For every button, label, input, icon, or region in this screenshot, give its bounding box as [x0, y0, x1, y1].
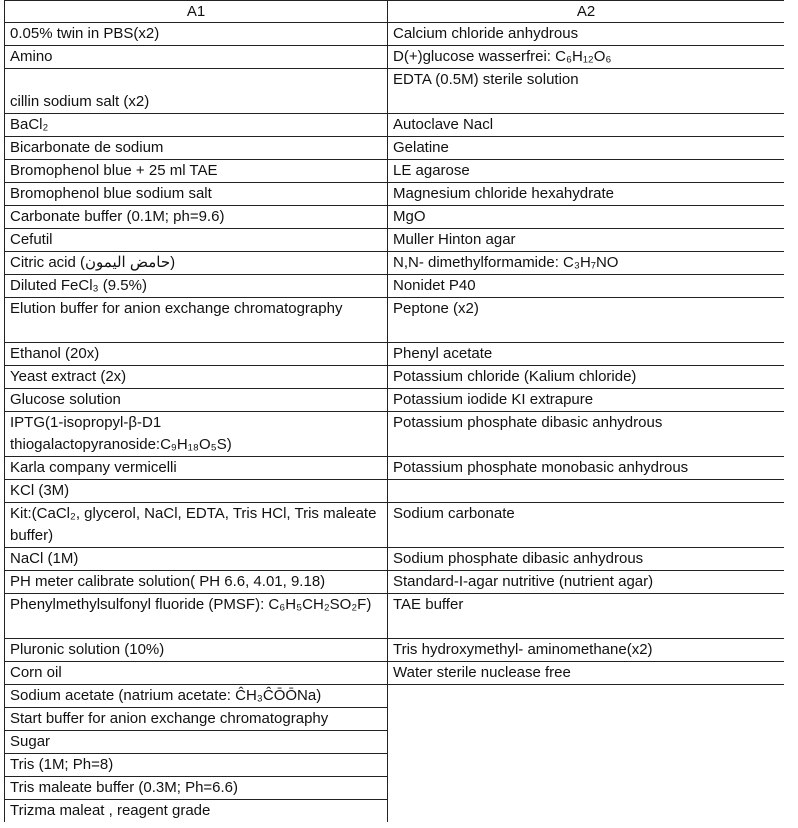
- table-row: [5, 503, 785, 548]
- chemical-inventory-sheet: [4, 0, 784, 828]
- cell-a1: Pluronic solution (10%): [5, 639, 388, 662]
- cell-a2: Standard-I-agar nutritive (nutrient agar): [388, 571, 785, 594]
- cell-a1: Tris (1M; Ph=8): [5, 754, 388, 777]
- cell-a1: Cefutil: [5, 229, 388, 252]
- table-row: [5, 160, 785, 183]
- table-row: [5, 639, 785, 662]
- cell-a1: Yeast extract (2x): [5, 366, 388, 389]
- table-row: [5, 571, 785, 594]
- cell-a2: [388, 480, 785, 503]
- table-row: [5, 275, 785, 298]
- table-row: [5, 594, 785, 639]
- cell-a1: Bromophenol blue + 25 ml TAE: [5, 160, 388, 183]
- cell-a1: Sodium acetate (natrium acetate: ĈH₃ĈŌŌNa): [5, 685, 388, 708]
- cell-a2: MgO: [388, 206, 785, 229]
- cell-a2: Peptone (x2): [388, 298, 785, 343]
- cell-a2: EDTA (0.5M) sterile solution: [388, 69, 785, 114]
- cell-a1: 0.05% twin in PBS(x2): [5, 23, 388, 46]
- table-row: [5, 23, 785, 46]
- table-row: [5, 412, 785, 457]
- cell-a2: Potassium iodide KI extrapure: [388, 389, 785, 412]
- table-row: [5, 685, 785, 708]
- cell-a1: Trizma maleat , reagent grade: [5, 800, 388, 823]
- header-row: [5, 1, 785, 23]
- cell-a2: Muller Hinton agar: [388, 229, 785, 252]
- cell-a1: Phenylmethylsulfonyl fluoride (PMSF): C₆H₅CH₂SO₂F): [5, 594, 388, 639]
- table-row: [5, 343, 785, 366]
- cell-a2: Sodium carbonate: [388, 503, 785, 548]
- cell-a2: D(+)glucose wasserfrei: C₆H₁₂O₆: [388, 46, 785, 69]
- table-row: [5, 480, 785, 503]
- cell-a1: Glucose solution: [5, 389, 388, 412]
- cell-a2: Potassium phosphate dibasic anhydrous: [388, 412, 785, 457]
- table-row: [5, 206, 785, 229]
- table-row: [5, 252, 785, 275]
- cell-a2: Sodium phosphate dibasic anhydrous: [388, 548, 785, 571]
- cell-a1: Citric acid (حامض اليمون): [5, 252, 388, 275]
- cell-a1: Tris maleate buffer (0.3M; Ph=6.6): [5, 777, 388, 800]
- table-row: [5, 389, 785, 412]
- cell-a2: TAE buffer: [388, 594, 785, 639]
- cell-a1: Sugar: [5, 731, 388, 754]
- cell-a1: BaCl₂: [5, 114, 388, 137]
- cell-a1: Elution buffer for anion exchange chromatography: [5, 298, 388, 343]
- cell-a2: Nonidet P40: [388, 275, 785, 298]
- table-row: [5, 366, 785, 389]
- cell-a2: LE agarose: [388, 160, 785, 183]
- table-row: [5, 114, 785, 137]
- cell-a2: Water sterile nuclease free: [388, 662, 785, 685]
- cell-a1: Ethanol (20x): [5, 343, 388, 366]
- cell-a1: Kit:(CaCl₂, glycerol, NaCl, EDTA, Tris HCl, Tris maleate buffer): [5, 503, 388, 548]
- cell-a2-empty: [388, 685, 785, 823]
- cell-a1: Carbonate buffer (0.1M; ph=9.6): [5, 206, 388, 229]
- cell-a1: cillin sodium salt (x2): [5, 69, 388, 114]
- table-row: [5, 46, 785, 69]
- table-row: [5, 662, 785, 685]
- table-body: [5, 23, 785, 823]
- cell-a2: Potassium chloride (Kalium chloride): [388, 366, 785, 389]
- column-header-a1: A1: [5, 1, 388, 23]
- table-row: [5, 229, 785, 252]
- cell-a1: Bicarbonate de sodium: [5, 137, 388, 160]
- cell-a1: KCl (3M): [5, 480, 388, 503]
- cell-a2: Potassium phosphate monobasic anhydrous: [388, 457, 785, 480]
- table-row: [5, 298, 785, 343]
- cell-a2: N,N- dimethylformamide: C₃H₇NO: [388, 252, 785, 275]
- cell-a1: Bromophenol blue sodium salt: [5, 183, 388, 206]
- cell-a1: Amino: [5, 46, 388, 69]
- cell-a2: Gelatine: [388, 137, 785, 160]
- cell-a1: Start buffer for anion exchange chromatography: [5, 708, 388, 731]
- cell-a2: Magnesium chloride hexahydrate: [388, 183, 785, 206]
- cell-a2: Autoclave Nacl: [388, 114, 785, 137]
- table-row: [5, 457, 785, 480]
- cell-a1: PH meter calibrate solution( PH 6.6, 4.01, 9.18): [5, 571, 388, 594]
- column-header-a2: A2: [388, 1, 785, 23]
- cell-a1: Diluted FeCl₃ (9.5%): [5, 275, 388, 298]
- table-row: [5, 69, 785, 114]
- table-row: [5, 548, 785, 571]
- cell-a1: Karla company vermicelli: [5, 457, 388, 480]
- cell-a2: Tris hydroxymethyl- aminomethane(x2): [388, 639, 785, 662]
- cell-a2: Calcium chloride anhydrous: [388, 23, 785, 46]
- table-row: [5, 137, 785, 160]
- cell-a1: IPTG(1-isopropyl-β-D1 thiogalactopyranoside:C₉H₁₈O₅S): [5, 412, 388, 457]
- cell-a1: Corn oil: [5, 662, 388, 685]
- chemical-list-table: [4, 0, 784, 822]
- cell-a1: NaCl (1M): [5, 548, 388, 571]
- cell-a2: Phenyl acetate: [388, 343, 785, 366]
- table-row: [5, 183, 785, 206]
